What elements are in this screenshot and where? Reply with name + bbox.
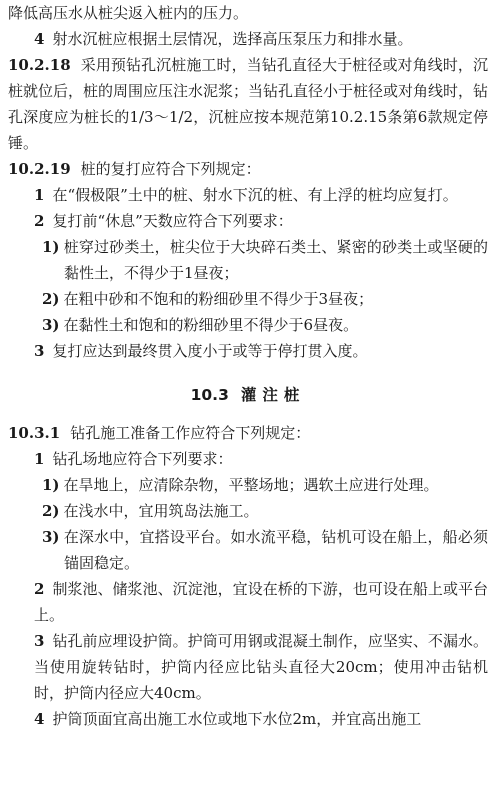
sub-number: 1) xyxy=(42,238,60,256)
clause-number: 10.2.19 xyxy=(8,160,71,178)
item-number: 2 xyxy=(34,580,45,598)
item-number: 1 xyxy=(34,186,45,204)
section-heading xyxy=(8,382,488,408)
item-text: 复打应达到最终贯入度小于或等于停打贯入度。 xyxy=(52,342,368,360)
sub-number: 3) xyxy=(42,316,60,334)
item-text: 护筒顶面宜高出施工水位或地下水位2m，并宜高出施工 xyxy=(52,710,422,728)
item-text: 制浆池、储浆池、沉淀池，宜设在桥的下游，也可设在船上或平台上。 xyxy=(34,580,488,624)
sub-number: 1) xyxy=(42,476,60,494)
clause-10-3-1 xyxy=(8,420,488,446)
clause-10-2-18 xyxy=(8,52,488,156)
clause-text: 钻孔施工准备工作应符合下列规定： xyxy=(70,424,311,442)
clause-number: 10.3.1 xyxy=(8,424,61,442)
sub-number: 2) xyxy=(42,290,60,308)
item-number: 4 xyxy=(34,710,45,728)
clause-text: 桩的复打应符合下列规定： xyxy=(80,160,261,178)
continuation-text: 降低高压水从桩尖返入桩内的压力。 xyxy=(8,4,249,22)
sub-text: 在旱地上，应清除杂物，平整场地；遇软土应进行处理。 xyxy=(63,476,439,494)
clause-10-2-19-item-3 xyxy=(8,338,488,364)
sub-number: 3) xyxy=(42,528,60,546)
sub-text: 桩穿过砂类土，桩尖位于大块碎石类土、紧密的砂类土或坚硬的黏性土，不得少于1昼夜； xyxy=(63,238,488,282)
sub-text: 在粗中砂和不饱和的粉细砂里不得少于3昼夜； xyxy=(63,290,374,308)
item-text: 射水沉桩应根据土层情况，选择高压泵压力和排水量。 xyxy=(52,30,413,48)
sub-text: 在黏性土和饱和的粉细砂里不得少于6昼夜。 xyxy=(63,316,359,334)
clause-10-3-1-item-4 xyxy=(8,706,488,732)
item-number: 1 xyxy=(34,450,45,468)
clause-10-2-19 xyxy=(8,156,488,182)
clause-number: 10.2.18 xyxy=(8,56,71,74)
clause-10-3-1-item-1 xyxy=(8,446,488,472)
item-number: 3 xyxy=(34,342,45,360)
clause-10-2-19-sub-1 xyxy=(8,234,488,286)
item-text: 钻孔场地应符合下列要求： xyxy=(52,450,233,468)
clause-10-2-19-item-1 xyxy=(8,182,488,208)
clause-10-3-1-sub-3 xyxy=(8,524,488,576)
clause-10-2-19-sub-3 xyxy=(8,312,488,338)
item-text: 复打前“休息”天数应符合下列要求： xyxy=(52,212,293,230)
clause-text: 采用预钻孔沉桩施工时，当钻孔直径大于桩径或对角线时，沉桩就位后，桩的周围应压注水泥浆；当钻孔直径小于桩径或对角线时，钻孔深度应为桩长的1/3～1/2，沉桩应按本规范第10.2.15条第6款规定停锤。 xyxy=(8,56,489,152)
clause-10-2-19-item-2 xyxy=(8,208,488,234)
clause-10-3-1-sub-2 xyxy=(8,498,488,524)
item-number: 4 xyxy=(34,30,45,48)
section-number: 10.3 xyxy=(190,386,229,404)
clause-10-3-1-item-2 xyxy=(8,576,488,628)
clause-10-2-19-sub-2 xyxy=(8,286,488,312)
sub-text: 在浅水中，宜用筑岛法施工。 xyxy=(63,502,259,520)
section-title: 灌注桩 xyxy=(240,386,306,404)
item-text: 在“假极限”土中的桩、射水下沉的桩、有上浮的桩均应复打。 xyxy=(52,186,458,204)
sub-text: 在深水中，宜搭设平台。如水流平稳，钻机可设在船上，船必须锚固稳定。 xyxy=(63,528,488,572)
clause-10-2-17-item-4 xyxy=(8,26,488,52)
item-number: 3 xyxy=(34,632,45,650)
clause-10-3-1-sub-1 xyxy=(8,472,488,498)
item-number: 2 xyxy=(34,212,45,230)
sub-number: 2) xyxy=(42,502,60,520)
clause-10-3-1-item-3 xyxy=(8,628,488,706)
item-text: 钻孔前应埋设护筒。护筒可用钢或混凝土制作，应坚实、不漏水。当使用旋转钻时，护筒内径应比钻头直径大20cm；使用冲击钻机时，护筒内径应大40cm。 xyxy=(34,632,488,702)
